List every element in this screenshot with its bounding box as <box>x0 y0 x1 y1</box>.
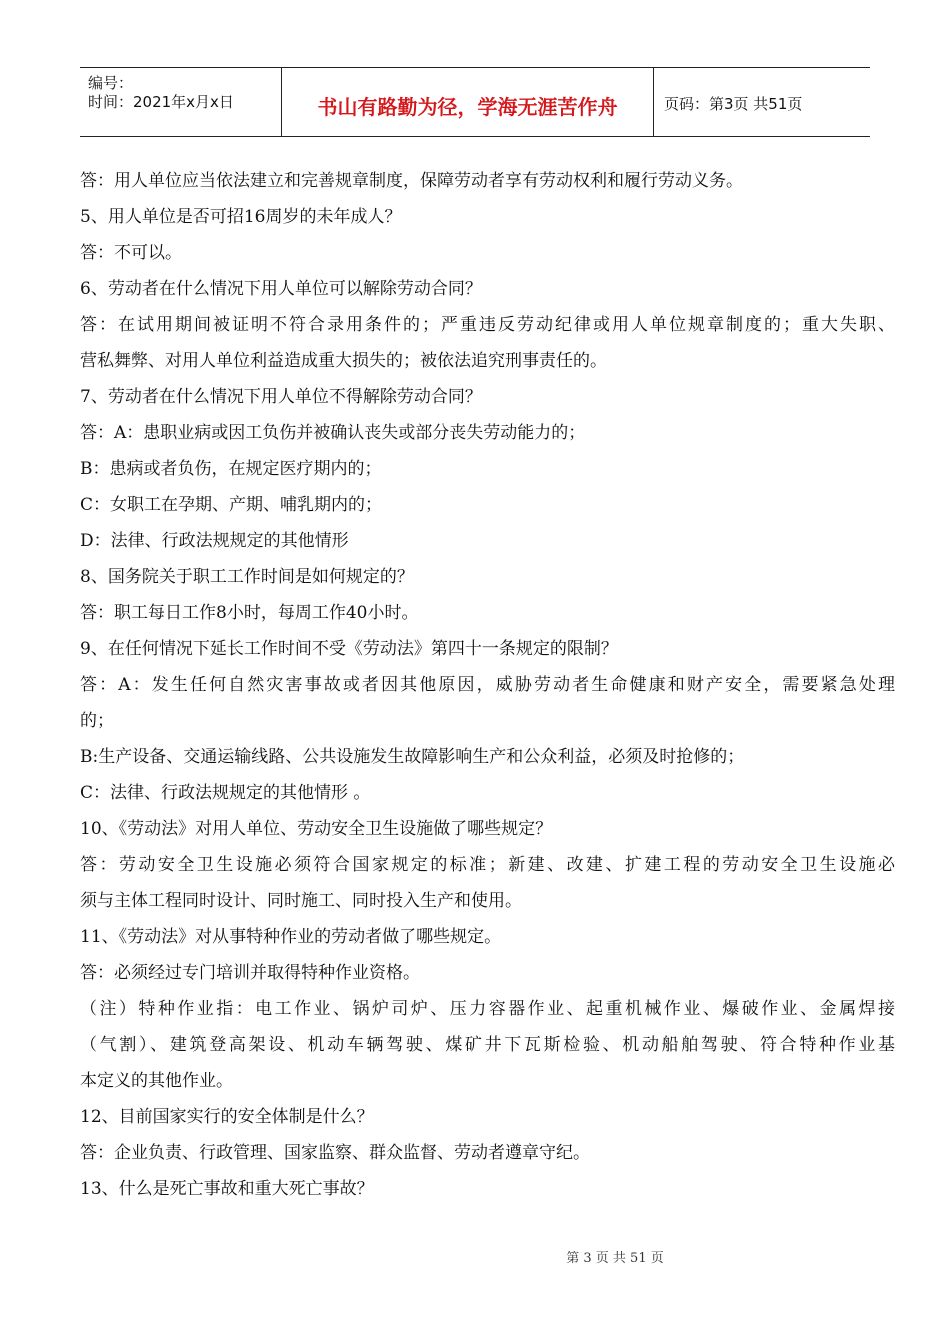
motto-text: 书山有路勤为径，学海无涯苦作舟 <box>317 95 618 119</box>
page-header <box>80 67 870 137</box>
question-line: 13、什么是死亡事故和重大死亡事故？ <box>80 1179 374 1199</box>
answer-line: D：法律、行政法规规定的其他情形 <box>80 531 349 551</box>
text-line: 答：用人单位应当依法建立和完善规章制度，保障劳动者享有劳动权利和履行劳动义务。 <box>80 171 743 191</box>
note-line: 本定义的其他作业。 <box>80 1071 233 1091</box>
question-line: 5、用人单位是否可招16周岁的未年成人？ <box>80 207 402 227</box>
answer-line: B:生产设备、交通运输线路、公共设施发生故障影响生产和公众利益，必须及时抢修的； <box>80 747 745 767</box>
answer-line: 答：在试用期间被证明不符合录用条件的；严重违反劳动纪律或用人单位规章制度的；重大失职、 <box>80 315 895 335</box>
time-label: 时间：2021年x月x日 <box>88 93 234 111</box>
question-line: 8、国务院关于职工工作时间是如何规定的？ <box>80 567 414 587</box>
answer-line: 答：不可以。 <box>80 243 182 263</box>
page-number-label: 页码：第3页 共51页 <box>664 95 803 113</box>
answer-line: B：患病或者负伤，在规定医疗期内的； <box>80 459 382 479</box>
answer-line: 的； <box>80 711 114 731</box>
question-line: 9、在任何情况下延长工作时间不受《劳动法》第四十一条规定的限制？ <box>80 639 618 659</box>
question-line: 11、《劳动法》对从事特种作业的劳动者做了哪些规定。 <box>80 927 502 947</box>
answer-line: 须与主体工程同时设计、同时施工、同时投入生产和使用。 <box>80 891 522 911</box>
answer-line: 营私舞弊、对用人单位利益造成重大损失的；被依法追究刑事责任的。 <box>80 351 607 371</box>
number-label: 编号： <box>88 74 134 92</box>
answer-line: C：女职工在孕期、产期、哺乳期内的； <box>80 495 383 515</box>
answer-line: 答：必须经过专门培训并取得特种作业资格。 <box>80 963 420 983</box>
question-line: 10、《劳动法》对用人单位、劳动安全卫生设施做了哪些规定？ <box>80 819 553 839</box>
header-page-cell <box>654 68 870 136</box>
answer-line: 答：A：发生任何自然灾害事故或者因其他原因，威胁劳动者生命健康和财产安全，需要紧急处理 <box>80 675 895 695</box>
answer-line: C：法律、行政法规规定的其他情形 。 <box>80 783 371 803</box>
answer-line: 答：劳动安全卫生设施必须符合国家规定的标准；新建、改建、扩建工程的劳动安全卫生设施必 <box>80 855 895 875</box>
header-motto-cell <box>282 68 654 136</box>
answer-line: 答：职工每日工作8小时，每周工作40小时。 <box>80 603 419 623</box>
answer-line: 答：企业负责、行政管理、国家监察、群众监督、劳动者遵章守纪。 <box>80 1143 590 1163</box>
question-line: 12、目前国家实行的安全体制是什么？ <box>80 1107 374 1127</box>
question-line: 7、劳动者在什么情况下用人单位不得解除劳动合同？ <box>80 387 482 407</box>
note-line: （注）特种作业指：电工作业、锅炉司炉、压力容器作业、起重机械作业、爆破作业、金属焊接 <box>80 999 895 1019</box>
document-body <box>80 163 895 1207</box>
header-info-cell <box>80 68 282 136</box>
note-line: （气割）、建筑登高架设、机动车辆驾驶、煤矿井下瓦斯检验、机动船舶驾驶、符合特种作业基 <box>80 1035 895 1055</box>
page-footer: 第 3 页 共 51 页 <box>566 1251 664 1266</box>
answer-line: 答：A：患职业病或因工负伤并被确认丧失或部分丧失劳动能力的； <box>80 423 586 443</box>
question-line: 6、劳动者在什么情况下用人单位可以解除劳动合同？ <box>80 279 482 299</box>
